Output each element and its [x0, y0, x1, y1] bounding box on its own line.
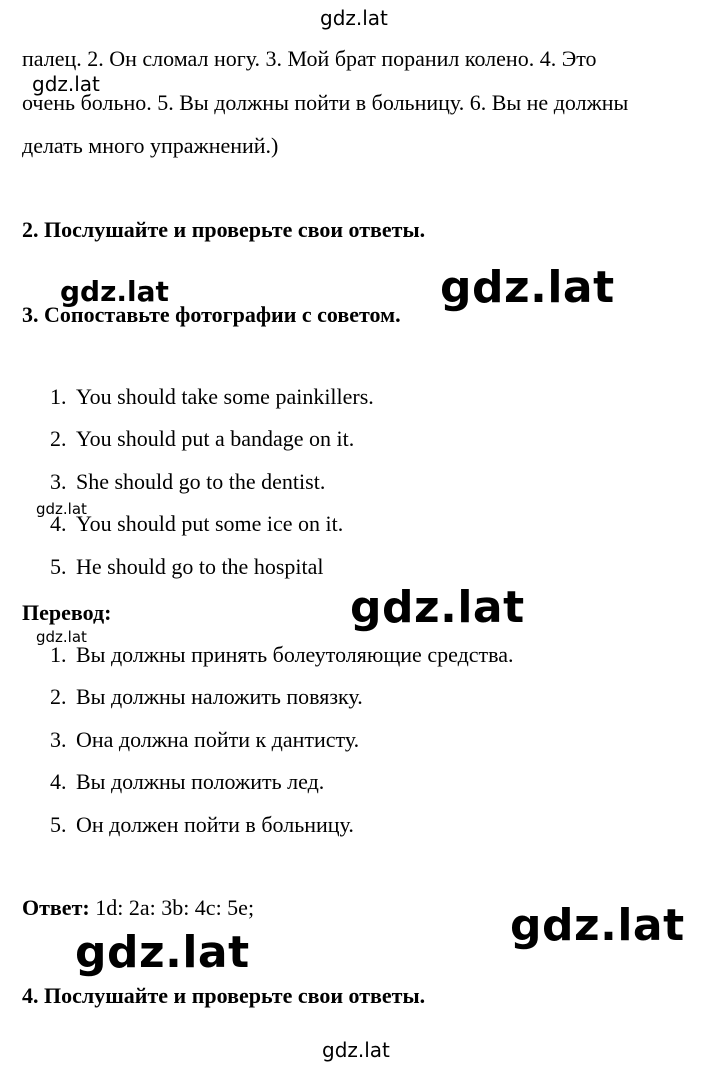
task-heading: 4. Послушайте и проверьте свои ответы.: [22, 983, 426, 1008]
translation-heading: Перевод:: [22, 600, 112, 625]
list-number: 4.: [50, 769, 67, 794]
list-item: [50, 426, 354, 452]
paragraph-line: делать много упражнений.): [22, 133, 279, 158]
watermark: gdz.lat: [60, 275, 169, 308]
answer-line: [22, 895, 254, 921]
answer-value: 1d: 2a: 3b: 4c: 5e;: [89, 895, 255, 920]
list-text: Она должна пойти к дантисту.: [76, 727, 360, 752]
list-number: 2.: [50, 684, 67, 709]
list-number: 1.: [50, 642, 67, 667]
list-item: [50, 554, 323, 580]
list-item: [50, 812, 354, 838]
list-text: You should put some ice on it.: [76, 511, 344, 536]
watermark: gdz.lat: [36, 628, 87, 646]
list-text: You should take some painkillers.: [76, 384, 374, 409]
watermark: gdz.lat: [350, 582, 525, 633]
list-number: 4.: [50, 511, 67, 536]
watermark: gdz.lat: [510, 900, 685, 951]
watermark: gdz.lat: [440, 262, 615, 313]
list-number: 1.: [50, 384, 67, 409]
list-text: Вы должны принять болеутоляющие средства.: [76, 642, 514, 667]
paragraph-line: палец. 2. Он сломал ногу. 3. Мой брат поранил колено. 4. Это: [22, 46, 597, 71]
list-item: [50, 511, 343, 537]
list-number: 2.: [50, 426, 67, 451]
list-item: [50, 642, 514, 668]
task-heading: 2. Послушайте и проверьте свои ответы.: [22, 217, 426, 242]
watermark: gdz.lat: [75, 927, 250, 978]
list-text: She should go to the dentist.: [76, 469, 326, 494]
list-text: Вы должны положить лед.: [76, 769, 325, 794]
list-item: [50, 469, 325, 495]
list-text: Он должен пойти в больницу.: [76, 812, 354, 837]
list-text: Вы должны наложить повязку.: [76, 684, 363, 709]
list-item: [50, 684, 363, 710]
list-text: He should go to the hospital: [76, 554, 324, 579]
list-number: 5.: [50, 812, 67, 837]
watermark: gdz.lat: [320, 6, 388, 30]
list-number: 3.: [50, 727, 67, 752]
list-number: 5.: [50, 554, 67, 579]
watermark: gdz.lat: [36, 500, 87, 518]
list-item: [50, 727, 359, 753]
watermark: gdz.lat: [32, 72, 100, 96]
paragraph-line: очень больно. 5. Вы должны пойти в больницу. 6. Вы не должны: [22, 90, 629, 115]
list-item: [50, 769, 324, 795]
answer-label: Ответ:: [22, 895, 90, 920]
list-number: 3.: [50, 469, 67, 494]
list-item: [50, 384, 374, 410]
list-text: You should put a bandage on it.: [76, 426, 355, 451]
watermark: gdz.lat: [322, 1038, 390, 1062]
task-heading: 3. Сопоставьте фотографии с советом.: [22, 302, 401, 327]
